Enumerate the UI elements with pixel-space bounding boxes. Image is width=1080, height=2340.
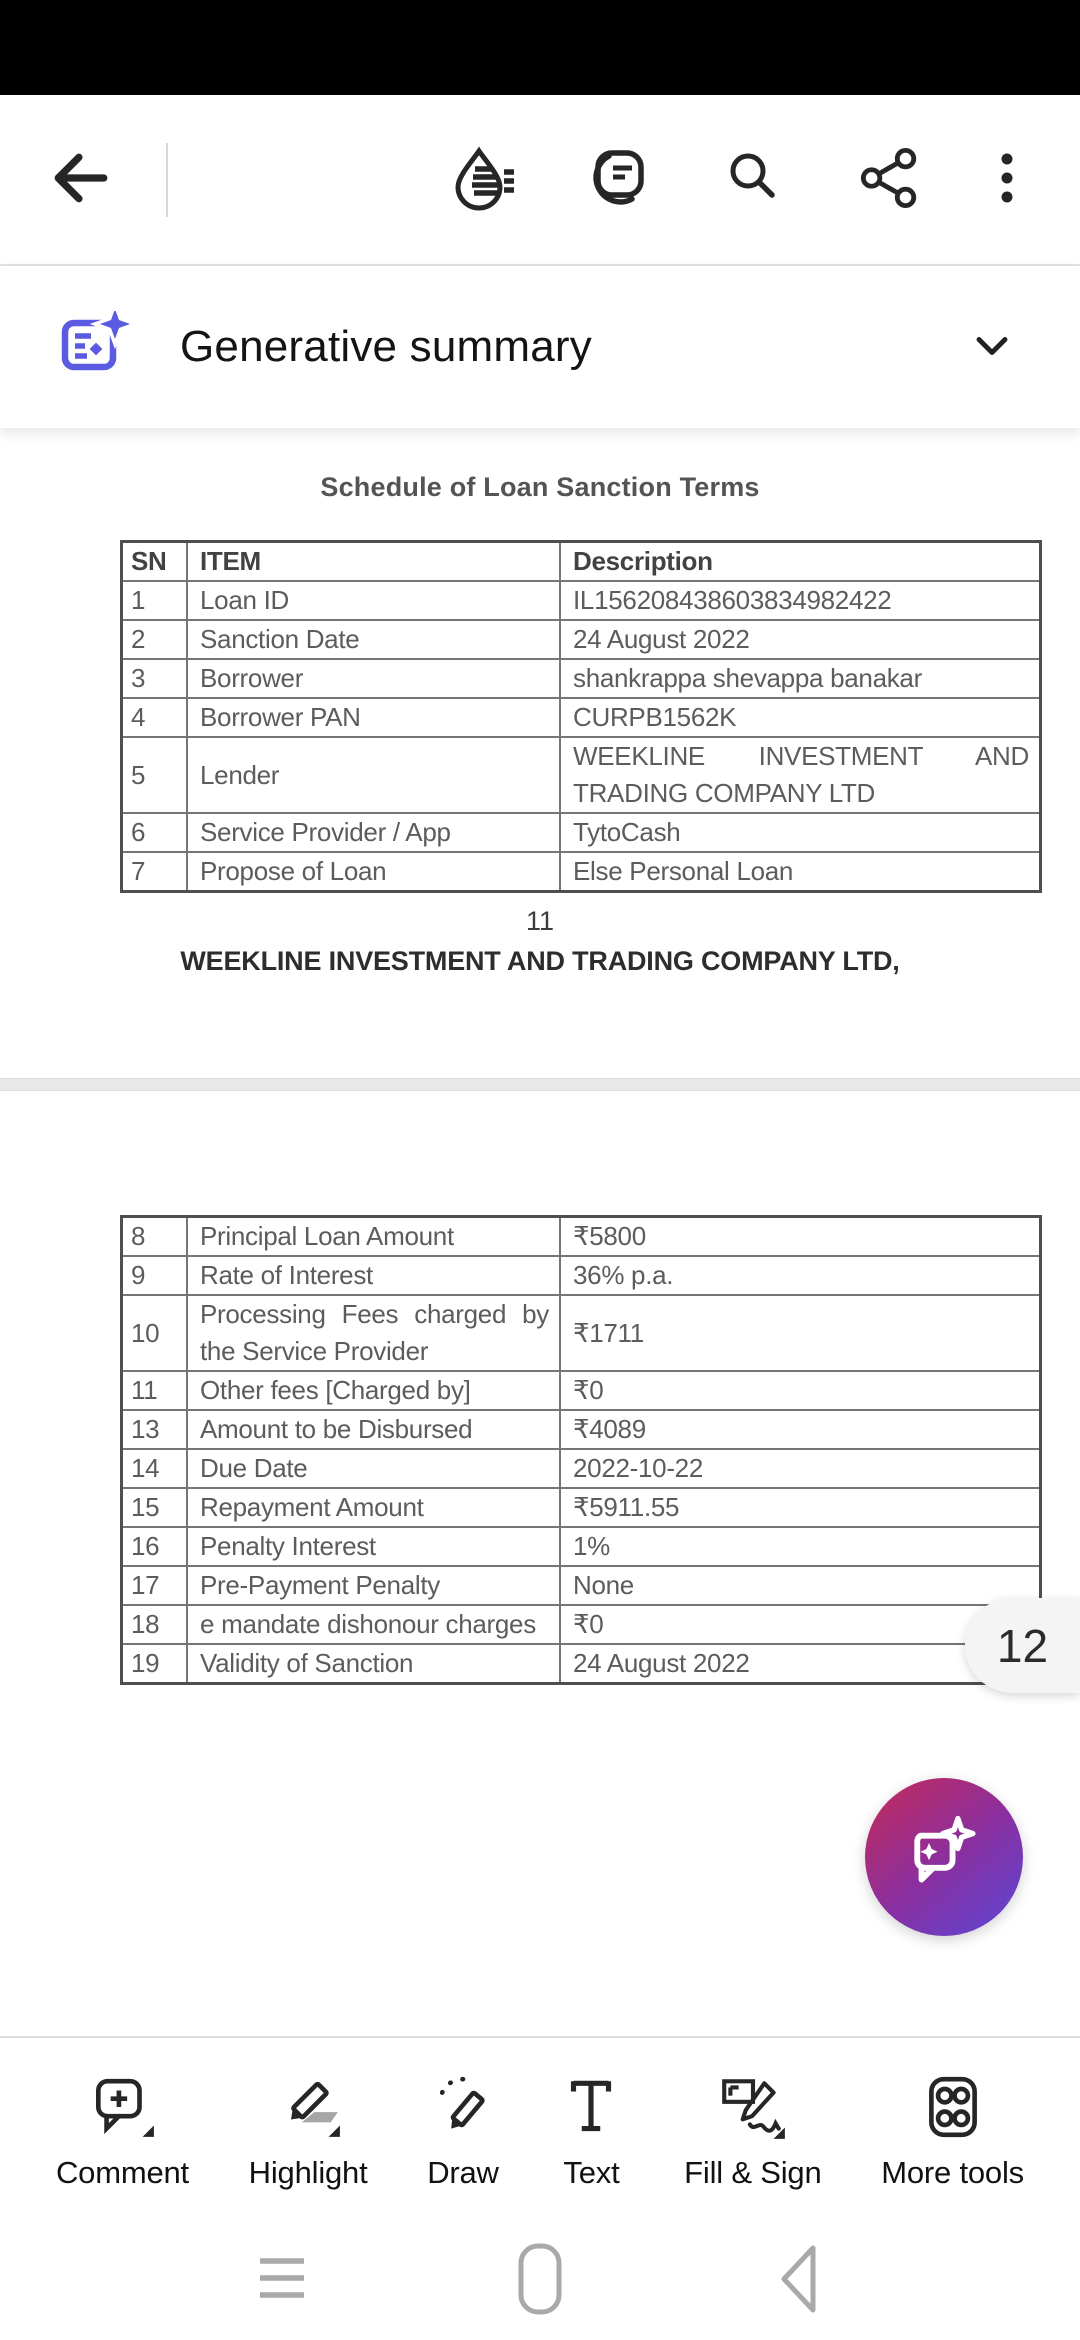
table-row	[122, 620, 1041, 659]
document-page-number: 11	[525, 906, 555, 936]
status-bar	[0, 0, 1080, 95]
table-cell: ₹4089	[560, 1410, 1041, 1449]
android-nav-bar	[0, 2220, 1080, 2340]
table-cell: Principal Loan Amount	[187, 1217, 560, 1257]
table-cell: ₹5800	[560, 1217, 1041, 1257]
document-heading: Schedule of Loan Sanction Terms	[320, 472, 760, 502]
nav-back-button[interactable]	[772, 2244, 824, 2316]
comment-tool[interactable]	[56, 2067, 189, 2191]
fill-sign-icon	[716, 2067, 790, 2143]
highlight-icon	[273, 2067, 343, 2143]
table-cell: WEEKLINE INVESTMENT AND TRADING COMPANY LTD	[560, 737, 1041, 813]
home-icon	[517, 2242, 563, 2319]
table-cell: Rate of Interest	[187, 1256, 560, 1295]
table-row	[122, 737, 1041, 813]
table-cell: Borrower PAN	[187, 698, 560, 737]
table-cell: 11	[122, 1371, 188, 1410]
tool-label: Draw	[427, 2155, 499, 2190]
table-cell: 7	[122, 852, 188, 892]
table-cell: 9	[122, 1256, 188, 1295]
table-row	[122, 1449, 1041, 1488]
table-row	[122, 1527, 1041, 1566]
table-cell: 13	[122, 1410, 188, 1449]
table-cell: Penalty Interest	[187, 1527, 560, 1566]
search-button[interactable]	[720, 146, 788, 214]
table-cell: 24 August 2022	[560, 620, 1041, 659]
tool-label: Highlight	[248, 2155, 368, 2190]
table-row	[122, 1371, 1041, 1410]
fill-sign-tool[interactable]	[684, 2067, 821, 2191]
table-cell: ₹1711	[560, 1295, 1041, 1371]
table-row	[122, 698, 1041, 737]
table-cell: Due Date	[187, 1449, 560, 1488]
table-cell: 10	[122, 1295, 188, 1371]
page-indicator-pill	[965, 1598, 1080, 1693]
annotation-toolbar	[0, 2036, 1080, 2220]
table-row	[122, 1410, 1041, 1449]
table-cell: 18	[122, 1605, 188, 1644]
app-toolbar	[0, 95, 1080, 266]
table-cell: ₹0	[560, 1605, 1041, 1644]
table-cell: TytoCash	[560, 813, 1041, 852]
table-cell: 14	[122, 1449, 188, 1488]
lender-company-line: WEEKLINE INVESTMENT AND TRADING COMPANY LTD,	[180, 946, 900, 976]
table-header-row	[122, 542, 1041, 582]
more-tools-icon	[920, 2067, 986, 2143]
table-cell: e mandate dishonour charges	[187, 1605, 560, 1644]
table-cell: 8	[122, 1217, 188, 1257]
table-cell: 5	[122, 737, 188, 813]
loan-terms-table-1	[120, 540, 1042, 893]
table-cell: Borrower	[187, 659, 560, 698]
liquid-mode-button[interactable]	[448, 146, 516, 214]
recents-icon	[257, 2255, 307, 2306]
comment-icon	[87, 2067, 157, 2143]
table-cell: 36% p.a.	[560, 1256, 1041, 1295]
generative-summary-title: Generative summary	[180, 322, 592, 371]
generative-summary-icon	[60, 311, 134, 384]
table-row	[122, 813, 1041, 852]
table-cell: Lender	[187, 737, 560, 813]
table-cell: 6	[122, 813, 188, 852]
table-cell: 2	[122, 620, 188, 659]
table-cell: Repayment Amount	[187, 1488, 560, 1527]
table-cell: 2022-10-22	[560, 1449, 1041, 1488]
toolbar-divider	[166, 143, 168, 217]
table-cell: 1%	[560, 1527, 1041, 1566]
table-cell: Pre-Payment Penalty	[187, 1566, 560, 1605]
table-row	[122, 1295, 1041, 1371]
table-row	[122, 1566, 1041, 1605]
overflow-menu-button[interactable]	[992, 146, 1022, 214]
table-cell: Amount to be Disbursed	[187, 1410, 560, 1449]
table-header-cell: SN	[122, 542, 188, 582]
highlight-tool[interactable]	[249, 2067, 368, 2191]
back-button[interactable]	[46, 145, 116, 215]
table-header-cell: ITEM	[187, 542, 560, 582]
table-cell: Else Personal Loan	[560, 852, 1041, 892]
table-cell: Loan ID	[187, 581, 560, 620]
table-row	[122, 659, 1041, 698]
table-cell: IL156208438603834982422	[560, 581, 1041, 620]
page-indicator-value: 12	[996, 1619, 1049, 1672]
table-cell: 19	[122, 1644, 188, 1684]
table-header-cell: Description	[560, 542, 1041, 582]
more-tools[interactable]	[881, 2067, 1024, 2191]
table-row	[122, 581, 1041, 620]
generative-summary-bar[interactable]	[0, 266, 1080, 428]
tool-label: Comment	[56, 2155, 189, 2190]
share-button[interactable]	[856, 146, 924, 214]
draw-icon	[428, 2067, 498, 2143]
table-cell: 4	[122, 698, 188, 737]
table-cell: CURPB1562K	[560, 698, 1041, 737]
table-cell: shankrappa shevappa banakar	[560, 659, 1041, 698]
text-tool[interactable]	[558, 2067, 624, 2191]
nav-home-button[interactable]	[514, 2244, 566, 2316]
liquid-mode-icon	[448, 144, 516, 215]
table-row	[122, 1644, 1041, 1684]
table-cell: ₹0	[560, 1371, 1041, 1410]
collapse-summary-button[interactable]	[964, 319, 1020, 375]
table-cell: Processing Fees charged by the Service Provider	[187, 1295, 560, 1371]
chat-sparkle-icon	[898, 1810, 990, 1905]
tool-label: Fill & Sign	[684, 2155, 822, 2190]
table-row	[122, 1256, 1041, 1295]
table-row	[122, 1217, 1041, 1257]
table-cell: 15	[122, 1488, 188, 1527]
table-row	[122, 1488, 1041, 1527]
draw-tool[interactable]	[427, 2067, 499, 2191]
table-cell: Other fees [Charged by]	[187, 1371, 560, 1410]
table-cell: 24 August 2022	[560, 1644, 1041, 1684]
text-icon	[558, 2067, 624, 2143]
tool-label: More tools	[881, 2155, 1024, 2190]
page-separator	[0, 1078, 1080, 1091]
loan-terms-table-2	[120, 1215, 1042, 1685]
nav-recents-button[interactable]	[256, 2244, 308, 2316]
tool-label: Text	[563, 2155, 620, 2190]
ai-assistant-fab[interactable]	[865, 1778, 1023, 1936]
table-cell: 1	[122, 581, 188, 620]
nav-back-icon	[777, 2243, 819, 2318]
table-cell: 16	[122, 1527, 188, 1566]
table-row	[122, 852, 1041, 892]
overflow-menu-icon	[996, 145, 1018, 214]
table-cell: Validity of Sanction	[187, 1644, 560, 1684]
table-cell: 17	[122, 1566, 188, 1605]
table-cell: Sanction Date	[187, 620, 560, 659]
search-icon	[722, 146, 786, 213]
table-cell: Service Provider / App	[187, 813, 560, 852]
table-cell: Propose of Loan	[187, 852, 560, 892]
chevron-down-icon	[966, 320, 1018, 375]
view-comments-icon	[585, 145, 651, 214]
table-row	[122, 1605, 1041, 1644]
view-comments-button[interactable]	[584, 146, 652, 214]
table-cell: ₹5911.55	[560, 1488, 1041, 1527]
back-arrow-icon	[52, 149, 110, 210]
table-cell: 3	[122, 659, 188, 698]
table-cell: None	[560, 1566, 1041, 1605]
share-icon	[858, 146, 922, 213]
